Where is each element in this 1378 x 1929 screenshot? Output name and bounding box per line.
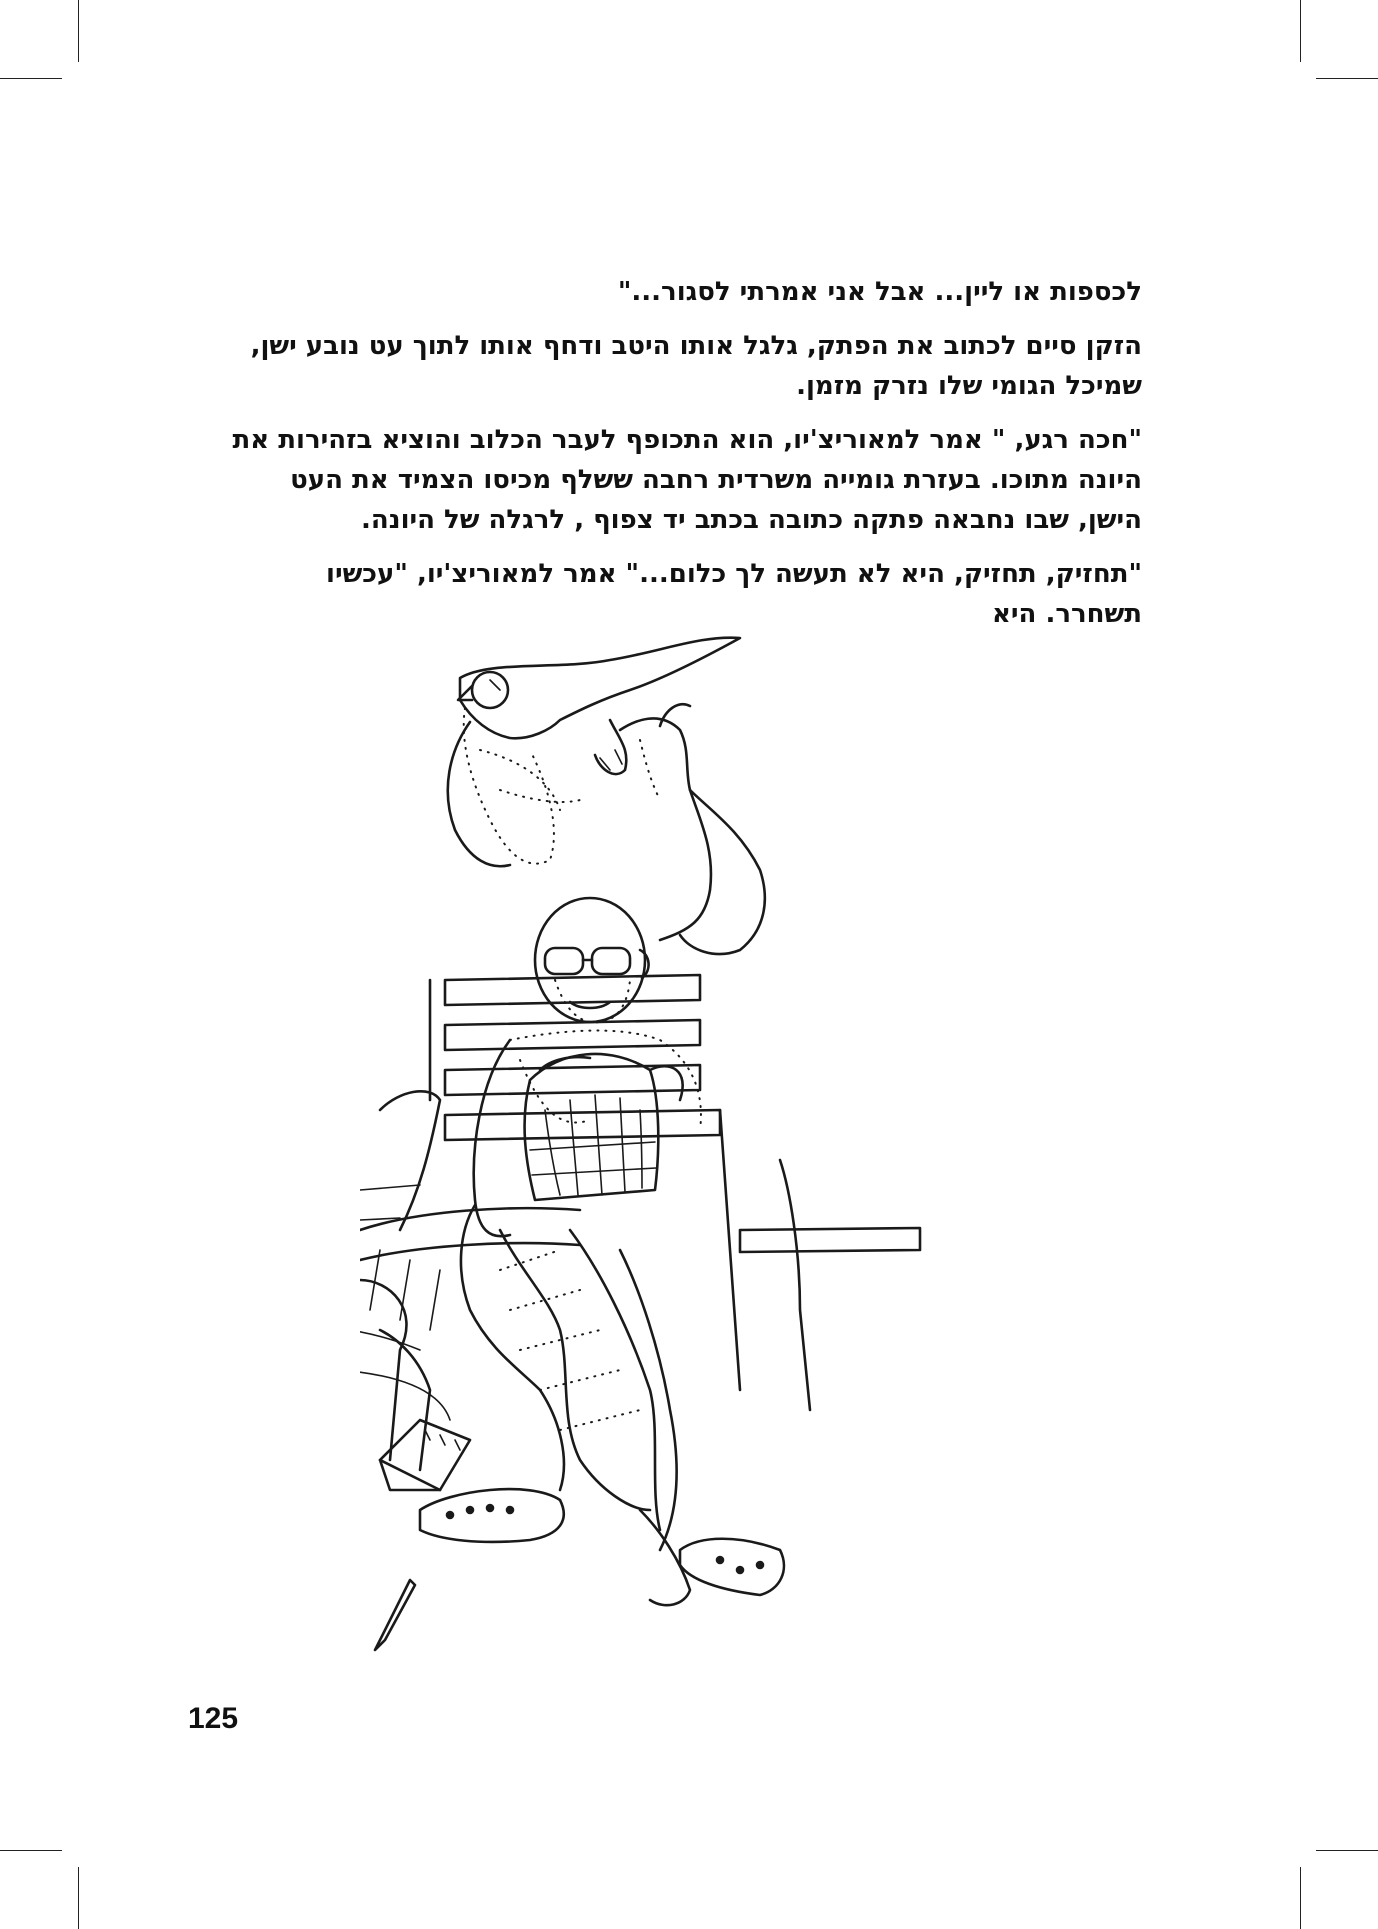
old-man-body bbox=[461, 1031, 701, 1550]
crop-mark-bottom-right bbox=[1300, 1867, 1301, 1929]
body-text bbox=[232, 272, 1142, 648]
crop-mark-bottom-right-h bbox=[1316, 1850, 1378, 1851]
crop-mark-bottom-left-h bbox=[0, 1850, 62, 1851]
crop-mark-top-left bbox=[78, 0, 79, 62]
birdcage bbox=[525, 1054, 683, 1200]
crop-mark-top-left-h bbox=[0, 78, 62, 79]
pigeon-drawing bbox=[448, 638, 740, 867]
paragraph-1: לכספות או ליין... אבל אני אמרתי לסגור..." bbox=[617, 277, 1142, 307]
paragraph-2: הזקן סיים לכתוב את הפתק, גלגל אותו היטב ודחף אותו לתוך עט נובע ישן, שמיכל הגומי שלו נזרק מזמן. bbox=[250, 331, 1142, 401]
crop-mark-top-right bbox=[1300, 0, 1301, 62]
page-number: 125 bbox=[188, 1702, 239, 1735]
crop-mark-top-right-h bbox=[1316, 78, 1378, 79]
crop-mark-bottom-left bbox=[78, 1867, 79, 1929]
illustration-old-man-releasing-pigeon bbox=[360, 630, 1000, 1680]
bench bbox=[360, 975, 920, 1470]
paragraph-3: "חכה רגע, " אמר למאוריצ'יו, הוא התכופף לעבר הכלוב והוציא בזהירות את היונה מתוכו. בעזרת גומייה משרדית רחבה ששלף מכיסו הצמיד את העט הישן, שבו נחבאה פתקה כתובה בכתב יד צפוף , לרגלה של היונה. bbox=[232, 425, 1142, 535]
slippers-and-feet bbox=[420, 1489, 784, 1605]
paragraph-4: "תחזיק, תחזיק, היא לא תעשה לך כלום..." אמר למאוריצ'יו, "עכשיו תשחרר. היא bbox=[326, 559, 1142, 629]
raised-arm bbox=[620, 704, 765, 954]
